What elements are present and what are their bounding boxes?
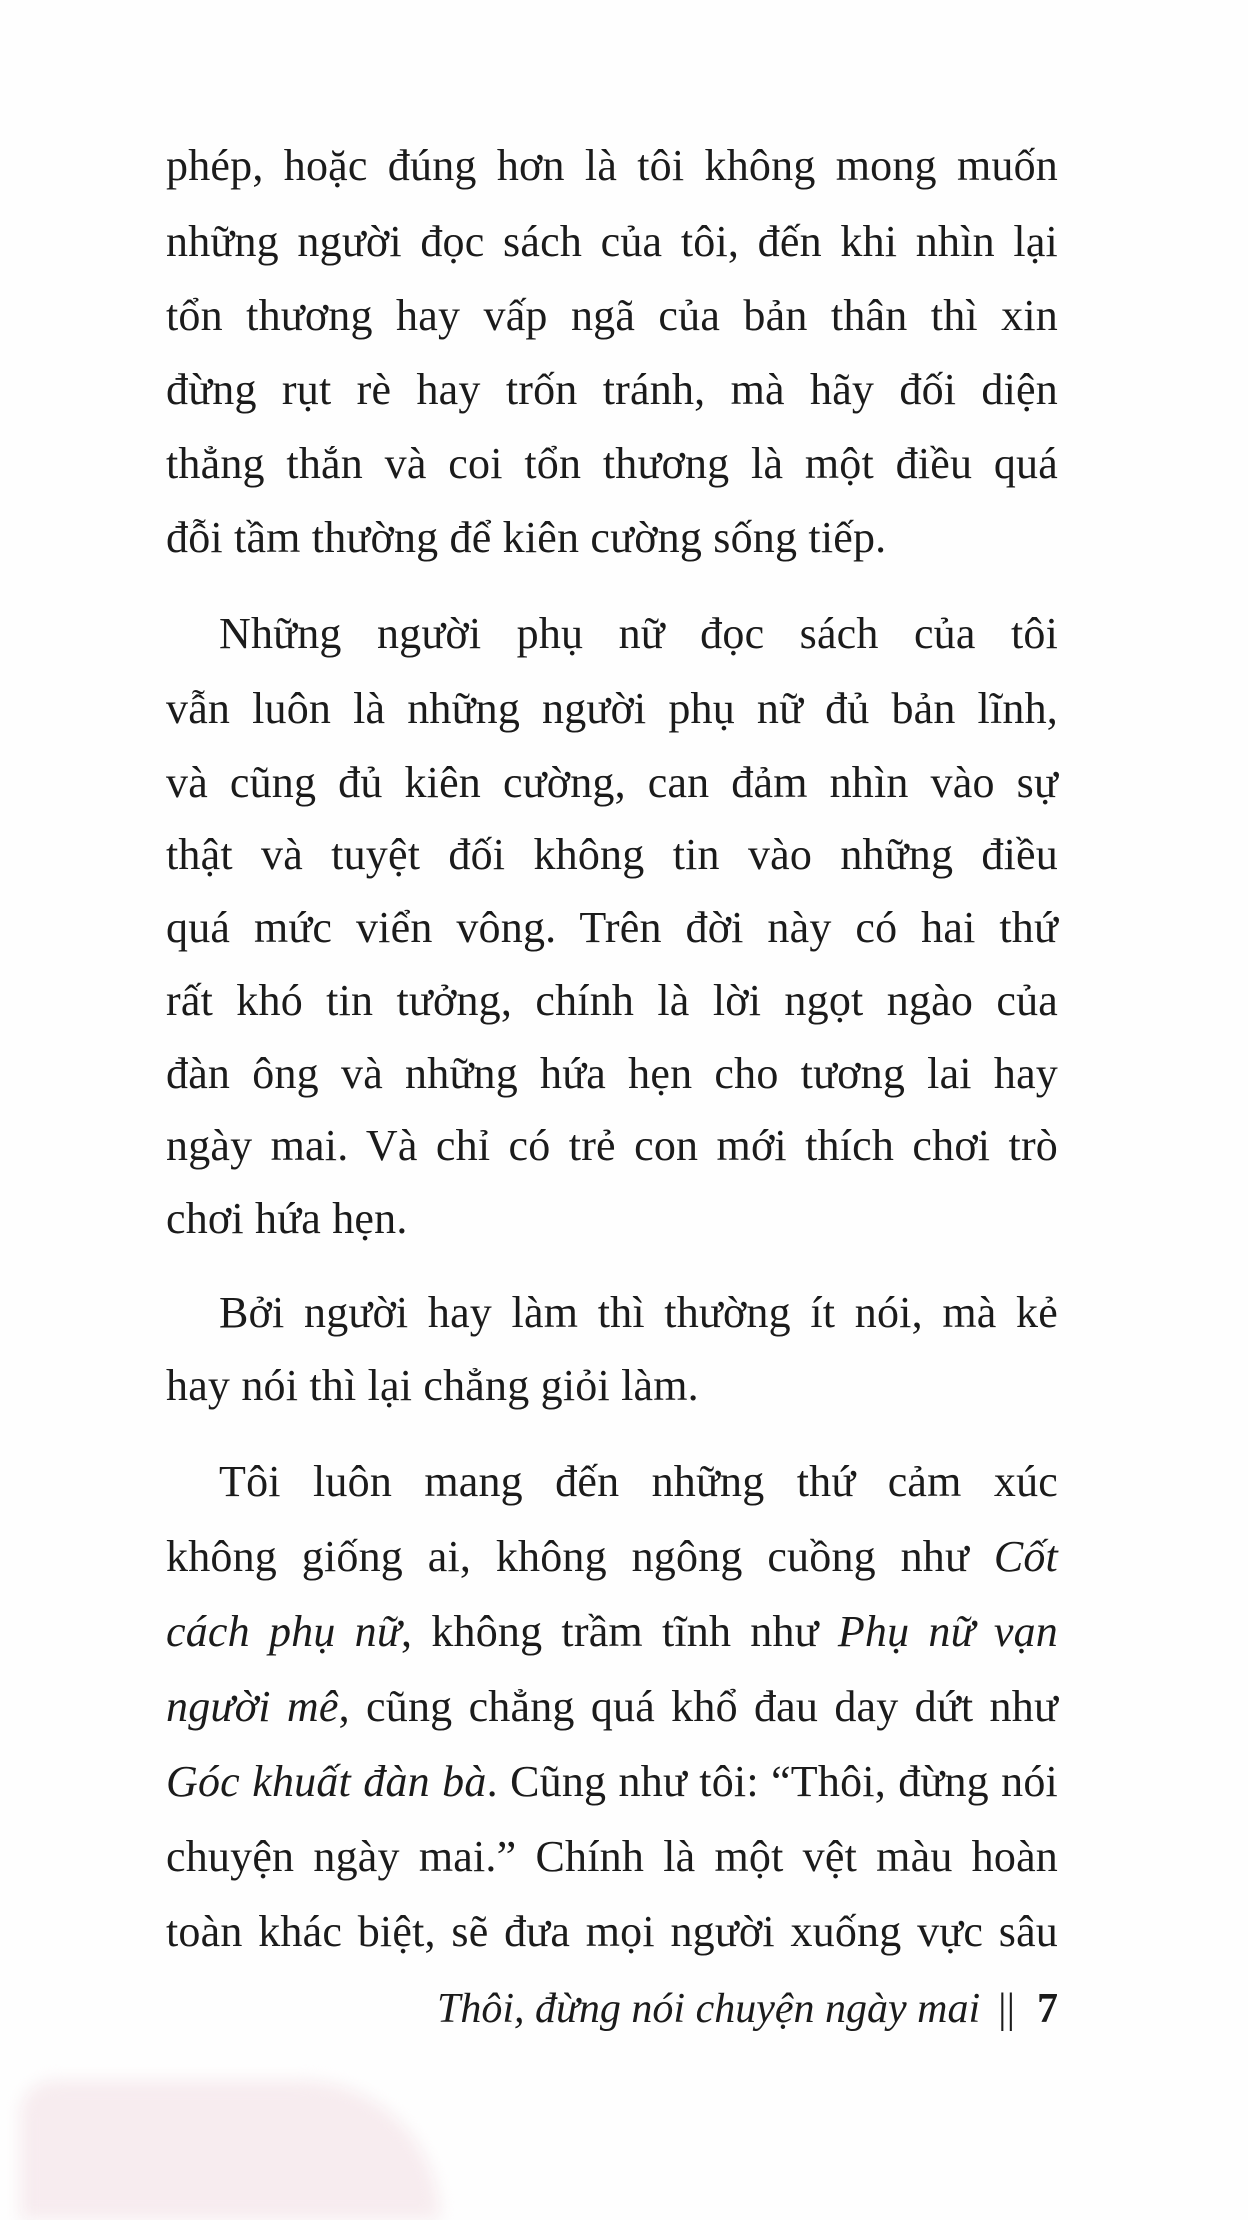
text-segment: đàn ông và những hứa hẹn cho tương lai hay — [166, 1049, 1058, 1098]
text-segment: quá mức viển vông. Trên đời này có hai thứ — [166, 903, 1058, 952]
text-line — [166, 903, 1058, 953]
background-smudge — [20, 2080, 440, 2220]
text-line — [166, 439, 1058, 489]
italic-book-title: cách phụ nữ — [166, 1607, 402, 1656]
text-line — [166, 976, 1058, 1026]
italic-book-title: người mê — [166, 1682, 339, 1731]
text-segment: phép, hoặc đúng hơn là tôi không mong muốn — [166, 141, 1058, 190]
text-line — [166, 513, 1058, 563]
text-segment: , không trầm tĩnh như — [401, 1607, 838, 1656]
text-line — [166, 1361, 1058, 1411]
text-line — [166, 291, 1058, 341]
text-line — [166, 1049, 1058, 1099]
text-segment: , cũng chẳng quá khổ đau day dứt như — [338, 1682, 1058, 1731]
text-segment: chơi hứa hẹn. — [166, 1194, 408, 1243]
text-segment: đừng rụt rè hay trốn tránh, mà hãy đối diện — [166, 365, 1058, 414]
text-line — [166, 1532, 1058, 1582]
text-segment: và cũng đủ kiên cường, can đảm nhìn vào sự — [166, 758, 1058, 807]
text-line — [166, 365, 1058, 415]
text-line — [166, 141, 1058, 191]
footer-book-title: Thôi, đừng nói chuyện ngày mai — [437, 1986, 981, 2032]
text-segment: Bởi người hay làm thì thường ít nói, mà kẻ — [219, 1288, 1058, 1337]
text-segment: toàn khác biệt, sẽ đưa mọi người xuống vực sâu — [166, 1907, 1058, 1956]
text-line — [166, 1682, 1058, 1732]
italic-book-title: Góc khuất đàn bà — [166, 1757, 487, 1806]
text-segment: đỗi tầm thường để kiên cường sống tiếp. — [166, 513, 887, 562]
text-segment: vẫn luôn là những người phụ nữ đủ bản lĩnh, — [166, 684, 1058, 733]
text-segment: hay nói thì lại chẳng giỏi làm. — [166, 1361, 699, 1410]
text-line — [166, 217, 1058, 267]
text-line — [219, 609, 1058, 659]
page-number: 7 — [1037, 1986, 1058, 2032]
text-line — [166, 1832, 1058, 1882]
text-segment: rất khó tin tưởng, chính là lời ngọt ngào của — [166, 976, 1058, 1025]
running-footer — [437, 1985, 1058, 2033]
text-segment: không giống ai, không ngông cuồng như — [166, 1532, 994, 1581]
italic-book-title: Phụ nữ vạn — [837, 1607, 1059, 1656]
text-segment: thẳng thắn và coi tổn thương là một điều quá — [166, 439, 1058, 488]
italic-book-title: Cốt — [993, 1532, 1058, 1581]
text-segment: chuyện ngày mai.” Chính là một vệt màu hoàn — [166, 1832, 1058, 1881]
footer-separator: || — [998, 1986, 1015, 2032]
text-segment: ngày mai. Và chỉ có trẻ con mới thích chơi trò — [166, 1121, 1058, 1170]
text-line — [166, 1121, 1058, 1171]
text-line — [166, 758, 1058, 808]
text-segment: thật và tuyệt đối không tin vào những điều — [166, 830, 1058, 879]
text-line — [166, 1607, 1058, 1657]
text-segment: tổn thương hay vấp ngã của bản thân thì xin — [166, 291, 1058, 340]
text-line — [166, 1907, 1058, 1957]
text-line — [166, 830, 1058, 880]
text-segment: . Cũng như tôi: “Thôi, đừng nói — [486, 1757, 1058, 1806]
text-segment: Những người phụ nữ đọc sách của tôi — [219, 609, 1058, 658]
text-line — [219, 1288, 1058, 1338]
text-segment: Tôi luôn mang đến những thứ cảm xúc — [219, 1457, 1058, 1506]
text-line — [219, 1457, 1058, 1507]
text-line — [166, 684, 1058, 734]
text-line — [166, 1757, 1058, 1807]
text-segment: những người đọc sách của tôi, đến khi nhìn lại — [166, 217, 1058, 266]
text-line — [166, 1194, 1058, 1244]
